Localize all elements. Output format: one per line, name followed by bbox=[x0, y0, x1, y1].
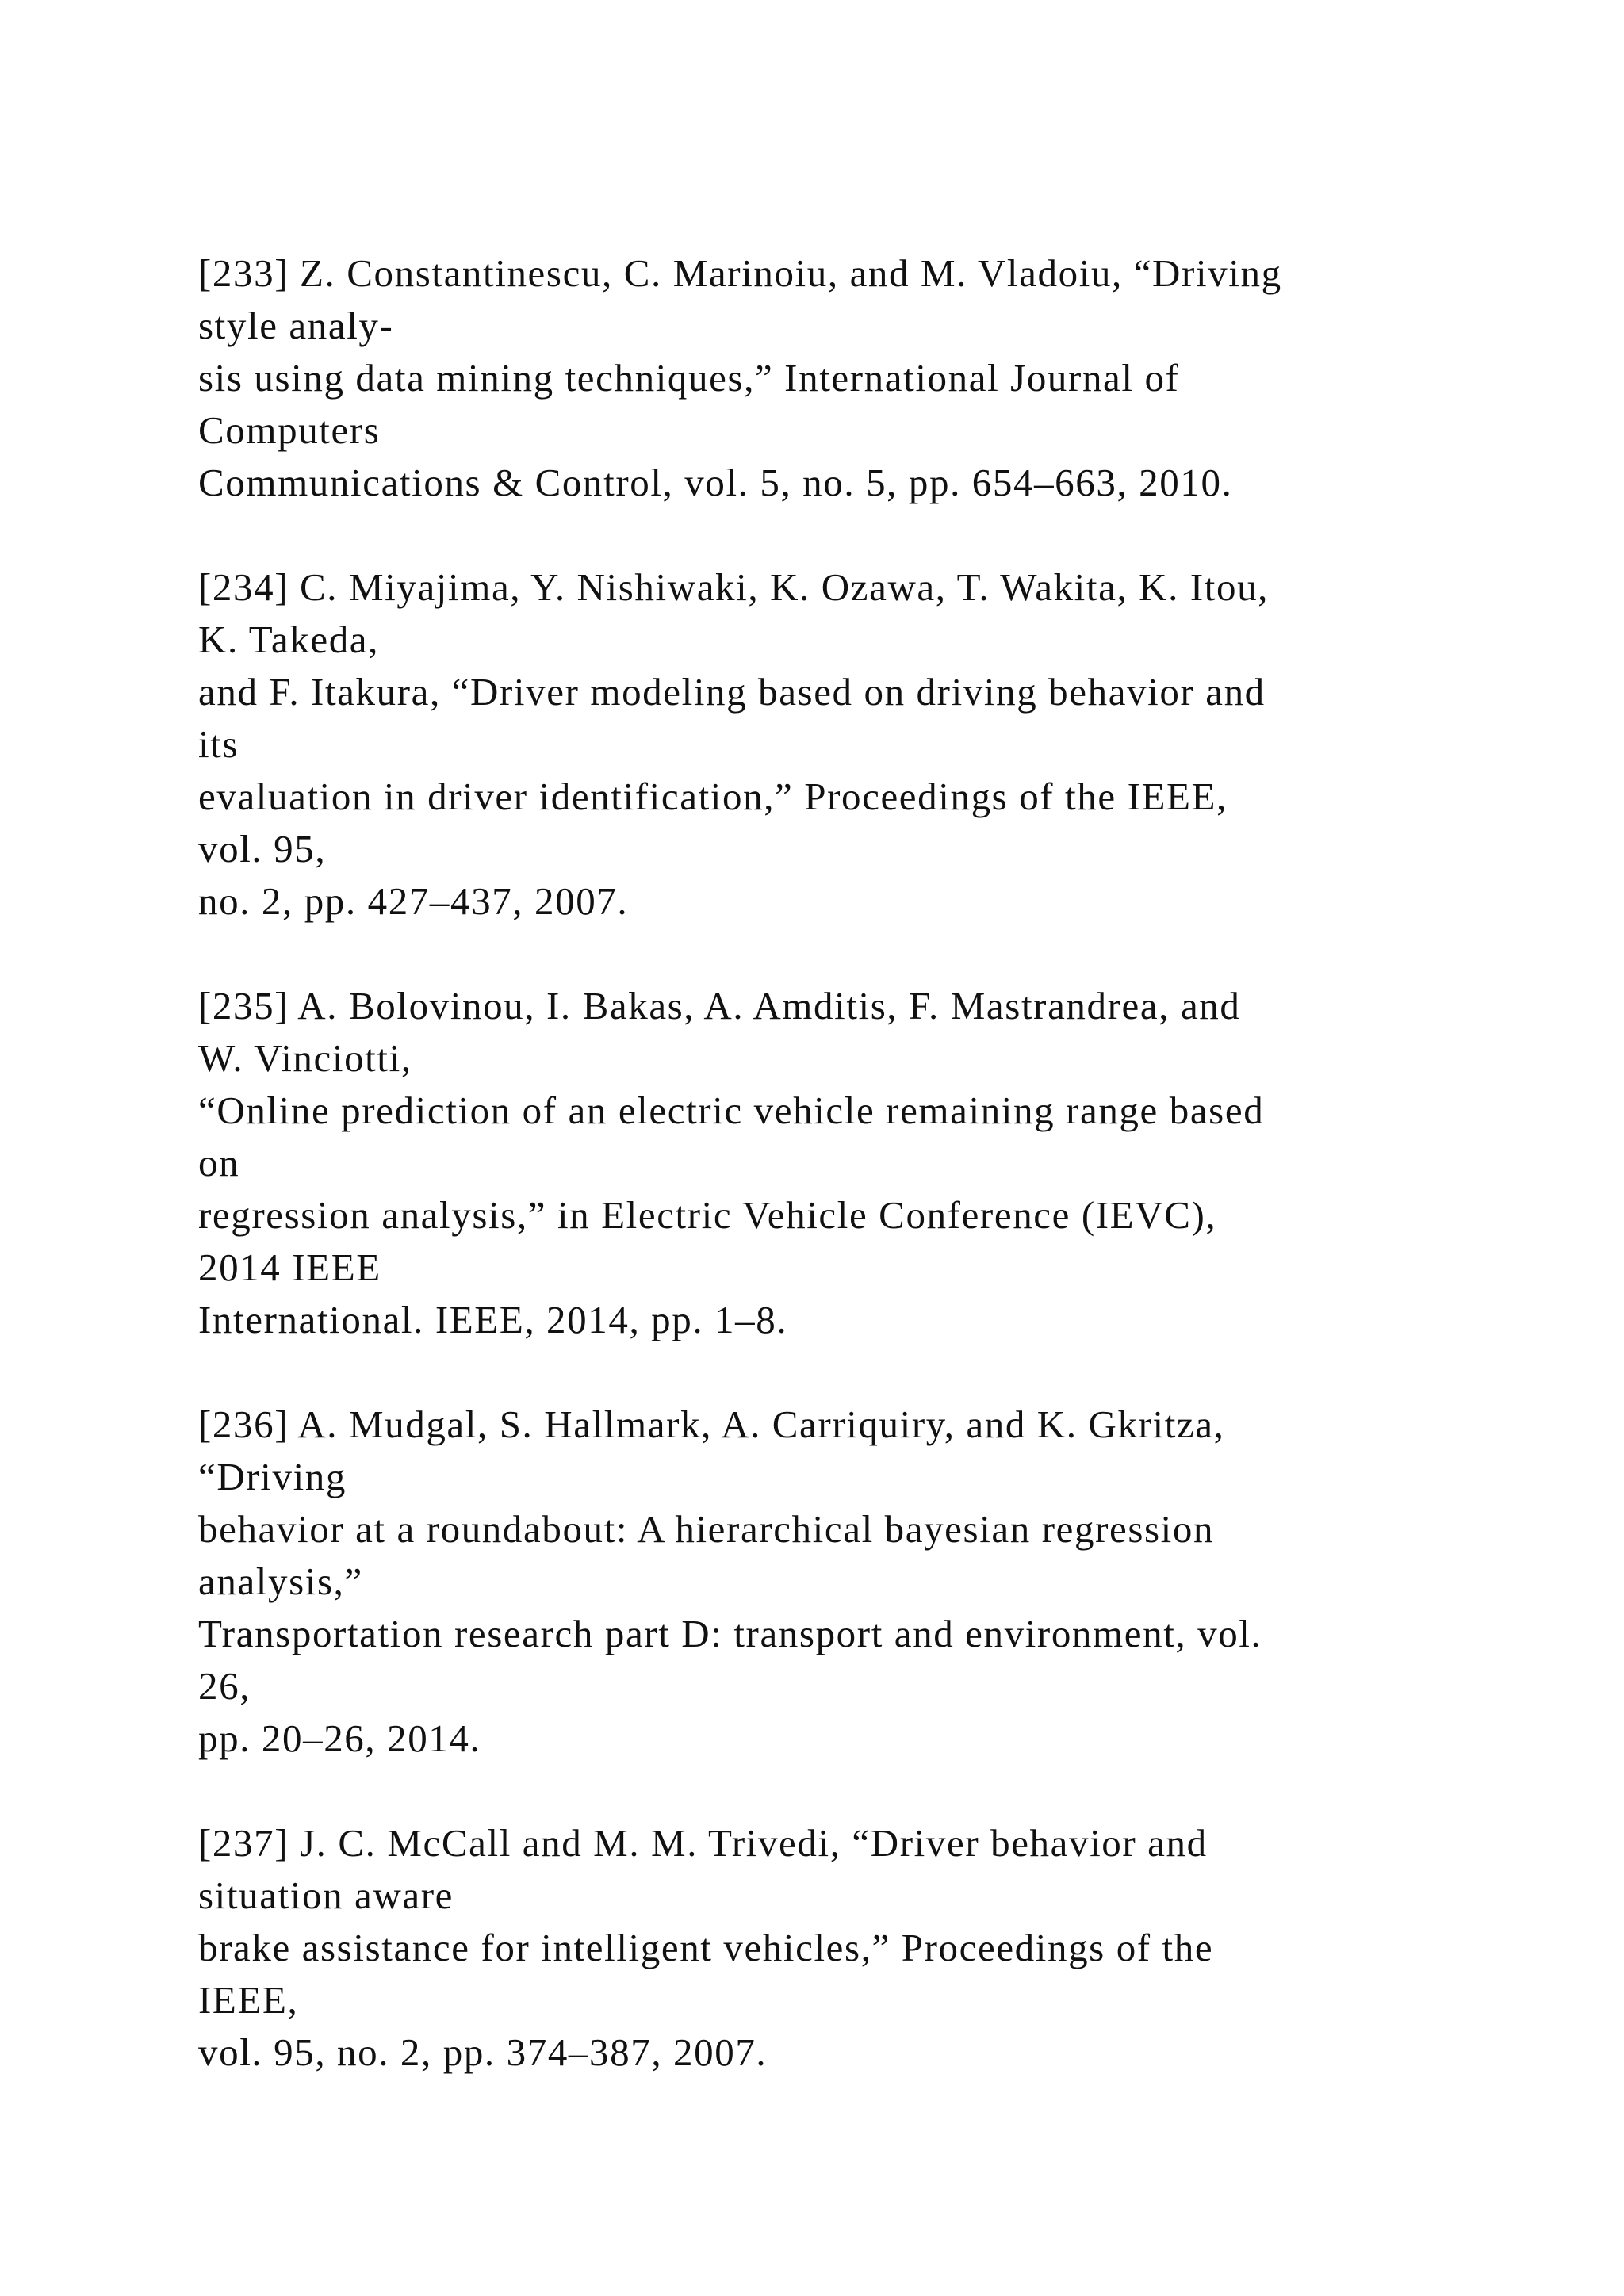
reference-line: [236] A. Mudgal, S. Hallmark, A. Carriquiry, and K. Gkritza, bbox=[198, 1402, 1225, 1446]
reference-235 bbox=[198, 980, 1483, 1346]
reference-233 bbox=[198, 247, 1483, 509]
reference-line: “Driving bbox=[198, 1455, 347, 1498]
reference-line: IEEE, bbox=[198, 1978, 299, 2022]
reference-line: [233] Z. Constantinescu, C. Marinoiu, and M. Vladoiu, “Driving bbox=[198, 251, 1282, 295]
reference-line: style analy- bbox=[198, 304, 394, 347]
reference-line: [234] C. Miyajima, Y. Nishiwaki, K. Ozawa, T. Wakita, K. Itou, bbox=[198, 565, 1270, 609]
reference-line: [235] A. Bolovinou, I. Bakas, A. Amditis, F. Mastrandrea, and bbox=[198, 984, 1241, 1027]
reference-237 bbox=[198, 1817, 1483, 2079]
reference-line: sis using data mining techniques,” International Journal of bbox=[198, 356, 1180, 400]
reference-line: vol. 95, bbox=[198, 827, 327, 871]
reference-line: behavior at a roundabout: A hierarchical bayesian regression bbox=[198, 1507, 1215, 1551]
reference-line: [237] J. C. McCall and M. M. Trivedi, “Driver behavior and bbox=[198, 1821, 1208, 1865]
reference-line: brake assistance for intelligent vehicles,” Proceedings of the bbox=[198, 1926, 1214, 1969]
reference-line: 26, bbox=[198, 1664, 251, 1708]
reference-line: International. IEEE, 2014, pp. 1–8. bbox=[198, 1298, 788, 1341]
reference-line: Computers bbox=[198, 408, 381, 452]
reference-line: 2014 IEEE bbox=[198, 1246, 381, 1289]
reference-line: vol. 95, no. 2, pp. 374–387, 2007. bbox=[198, 2030, 768, 2074]
reference-line: pp. 20–26, 2014. bbox=[198, 1716, 481, 1760]
reference-line: on bbox=[198, 1141, 240, 1184]
reference-line: situation aware bbox=[198, 1873, 454, 1917]
reference-line: Transportation research part D: transport and environment, vol. bbox=[198, 1612, 1262, 1655]
reference-line: no. 2, pp. 427–437, 2007. bbox=[198, 879, 629, 923]
reference-line: regression analysis,” in Electric Vehicle Conference (IEVC), bbox=[198, 1193, 1217, 1237]
reference-236 bbox=[198, 1399, 1483, 1765]
reference-line: Communications & Control, vol. 5, no. 5, pp. 654–663, 2010. bbox=[198, 461, 1233, 504]
reference-line: evaluation in driver identification,” Proceedings of the IEEE, bbox=[198, 775, 1228, 818]
reference-line: analysis,” bbox=[198, 1559, 363, 1603]
reference-line: “Online prediction of an electric vehicle remaining range based bbox=[198, 1089, 1265, 1132]
reference-234 bbox=[198, 561, 1483, 928]
reference-line: its bbox=[198, 722, 239, 766]
reference-line: W. Vinciotti, bbox=[198, 1036, 412, 1080]
reference-line: K. Takeda, bbox=[198, 618, 380, 661]
reference-line: and F. Itakura, “Driver modeling based on driving behavior and bbox=[198, 670, 1266, 714]
reference-list bbox=[198, 247, 1483, 2131]
